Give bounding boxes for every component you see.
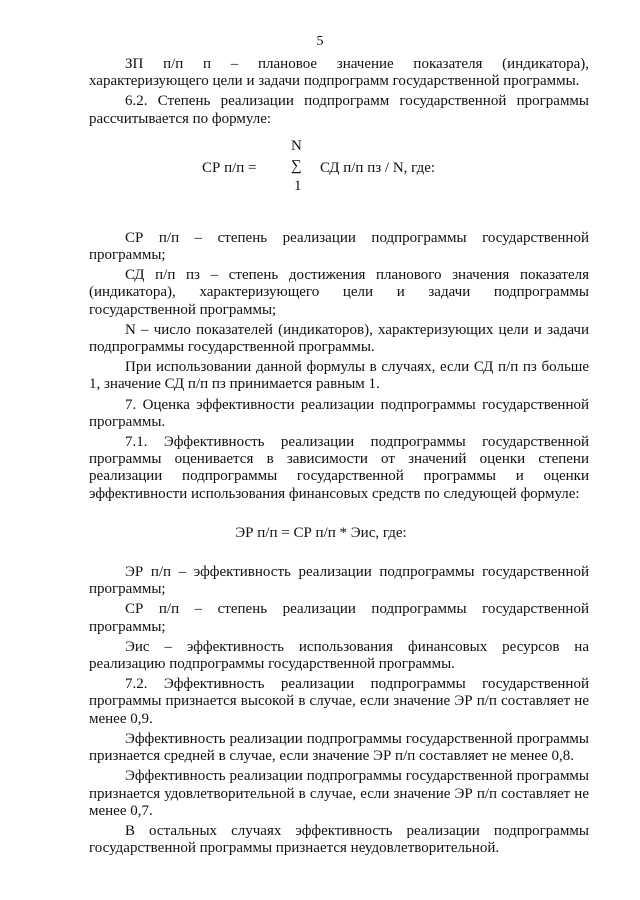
paragraph: Эффективность реализации подпрограммы государственной программы признается средней в случае, если значение ЭР п/п составляет не менее 0,8. (89, 730, 589, 765)
paragraph: СР п/п – степень реализации подпрограммы государственной программы; (89, 229, 589, 264)
sum-lower-limit: 1 (294, 177, 302, 194)
sum-upper-limit: N (291, 137, 302, 154)
formula-right-side: СД п/п пз / N, где: (320, 159, 436, 176)
document-body (89, 56, 589, 857)
paragraph: При использовании данной формулы в случаях, если СД п/п пз больше 1, значение СД п/п пз принимается равным 1. (89, 359, 589, 393)
paragraph: 6.2. Степень реализации подпрограмм государственной программы рассчитывается по формуле: (89, 93, 589, 127)
paragraph: N – число показателей (индикаторов), характеризующих цели и задачи подпрограммы государственной программы. (89, 321, 589, 356)
paragraph: Эис – эффективность использования финансовых ресурсов на реализацию подпрограммы государственной программы. (89, 638, 589, 673)
paragraph: СР п/п – степень реализации подпрограммы государственной программы; (89, 601, 589, 635)
page-number: 5 (316, 34, 324, 49)
paragraph: 7.2. Эффективность реализации подпрограммы государственной программы признается высокой в случае, если значение ЭР п/п составляет не менее 0,9. (89, 676, 589, 727)
formula-degree-of-implementation (89, 138, 589, 200)
paragraph: В остальных случаях эффективность реализации подпрограммы государственной программы признается неудовлетворительной. (89, 822, 589, 857)
paragraph: Эффективность реализации подпрограммы государственной программы признается удовлетворительной в случае, если значение ЭР п/п составляет не менее 0,7. (89, 768, 589, 819)
formula-efficiency: ЭР п/п = СР п/п * Эис, где: (235, 524, 407, 541)
paragraph: 7.1. Эффективность реализации подпрограммы государственной программы оценивается в зависимости от значений оценки степени реализации подпрограммы государственной программы и оценки эффективности использования финансовых средств по следующей формуле: (89, 434, 589, 502)
section-heading: 7. Оценка эффективности реализации подпрограммы государственной программы. (89, 396, 589, 430)
paragraph: ЭР п/п – эффективность реализации подпрограммы государственной программы; (89, 564, 589, 598)
formula-left-side: СР п/п = (202, 159, 257, 176)
sum-symbol: ∑ (291, 157, 302, 174)
paragraph: СД п/п пз – степень достижения планового значения показателя (индикатора), характеризующего цели и задачи подпрограммы государственной программы; (89, 267, 589, 318)
paragraph: ЗП п/п п – плановое значение показателя (индикатора), характеризующего цели и задачи подпрограмм государственной программы. (89, 56, 589, 90)
